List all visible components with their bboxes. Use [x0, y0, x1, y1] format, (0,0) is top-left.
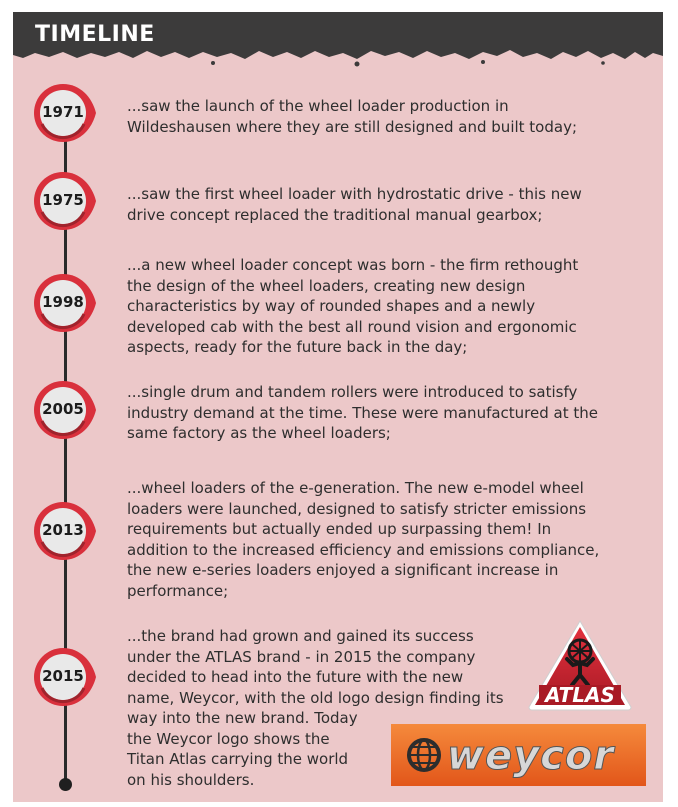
entry-line: performance; [127, 581, 229, 600]
atlas-logo [525, 617, 635, 713]
entry-line: ...single drum and tandem rollers were introduced to satisfy [127, 383, 578, 401]
entry-line: on his shoulders. [127, 770, 255, 789]
timeline-entry-1971 [127, 96, 577, 137]
entry-line: drive concept replaced the traditional manual gearbox; [127, 205, 543, 224]
entry-line: ...saw the launch of the wheel loader production in [127, 97, 509, 115]
entry-line: loaders were launched, designed to satisfy stricter emissions [127, 499, 587, 518]
entry-line: developed cab with the best all round vision and ergonomic [127, 317, 577, 336]
year-label-1975: 1975 [42, 191, 84, 209]
year-label-2013: 2013 [42, 521, 84, 539]
entry-line: the design of the wheel loaders, creating new design [127, 276, 526, 295]
atlas-wordmark: ATLAS [545, 683, 615, 707]
entry-line: ...saw the first wheel loader with hydrostatic drive - this new [127, 185, 582, 203]
timeline-entry-1975 [127, 184, 582, 225]
entry-line: characteristics by way of rounded shapes and a newly [127, 297, 536, 315]
entry-line: aspects, ready for the future back in the day; [127, 338, 468, 356]
weycor-logo [391, 724, 646, 786]
timeline-entry-2005 [127, 382, 598, 444]
entry-line: Wildeshausen where they are still designed and built today; [127, 117, 577, 136]
entry-line: the new e-series loaders enjoyed a significant increase in [127, 561, 559, 579]
year-label-2015: 2015 [42, 667, 84, 685]
entry-line: way into the new brand. Today [127, 709, 358, 727]
entry-line: ...the brand had grown and gained its success [127, 627, 474, 645]
entry-line: addition to the increased efficiency and emissions compliance, [127, 540, 600, 559]
year-label-1998: 1998 [42, 293, 84, 311]
entry-line: Titan Atlas carrying the world [127, 750, 349, 768]
timeline-entry-2013 [127, 478, 599, 601]
entry-line: decided to head into the future with the new [127, 668, 464, 686]
year-label-1971: 1971 [42, 103, 84, 121]
year-label-2005: 2005 [42, 400, 84, 418]
entry-line: same factory as the wheel loaders; [127, 424, 391, 442]
page-title: TIMELINE [35, 22, 155, 47]
timeline-panel [13, 12, 663, 802]
weycor-wordmark: weycor [447, 733, 615, 779]
entry-line: ...wheel loaders of the e-generation. The new e-model wheel [127, 479, 584, 497]
entry-line: name, Weycor, with the old logo design finding its [127, 688, 504, 707]
timeline-entry-1998 [127, 255, 578, 358]
entry-line: industry demand at the time. These were manufactured at the [127, 403, 598, 422]
entry-line: ...a new wheel loader concept was born - the firm rethought [127, 256, 579, 274]
entry-line: the Weycor logo shows the [127, 729, 330, 748]
timeline-end-dot [59, 778, 72, 791]
entry-line: requirements but actually ended up surpassing them! In [127, 520, 552, 538]
entry-line: under the ATLAS brand - in 2015 the company [127, 647, 476, 666]
